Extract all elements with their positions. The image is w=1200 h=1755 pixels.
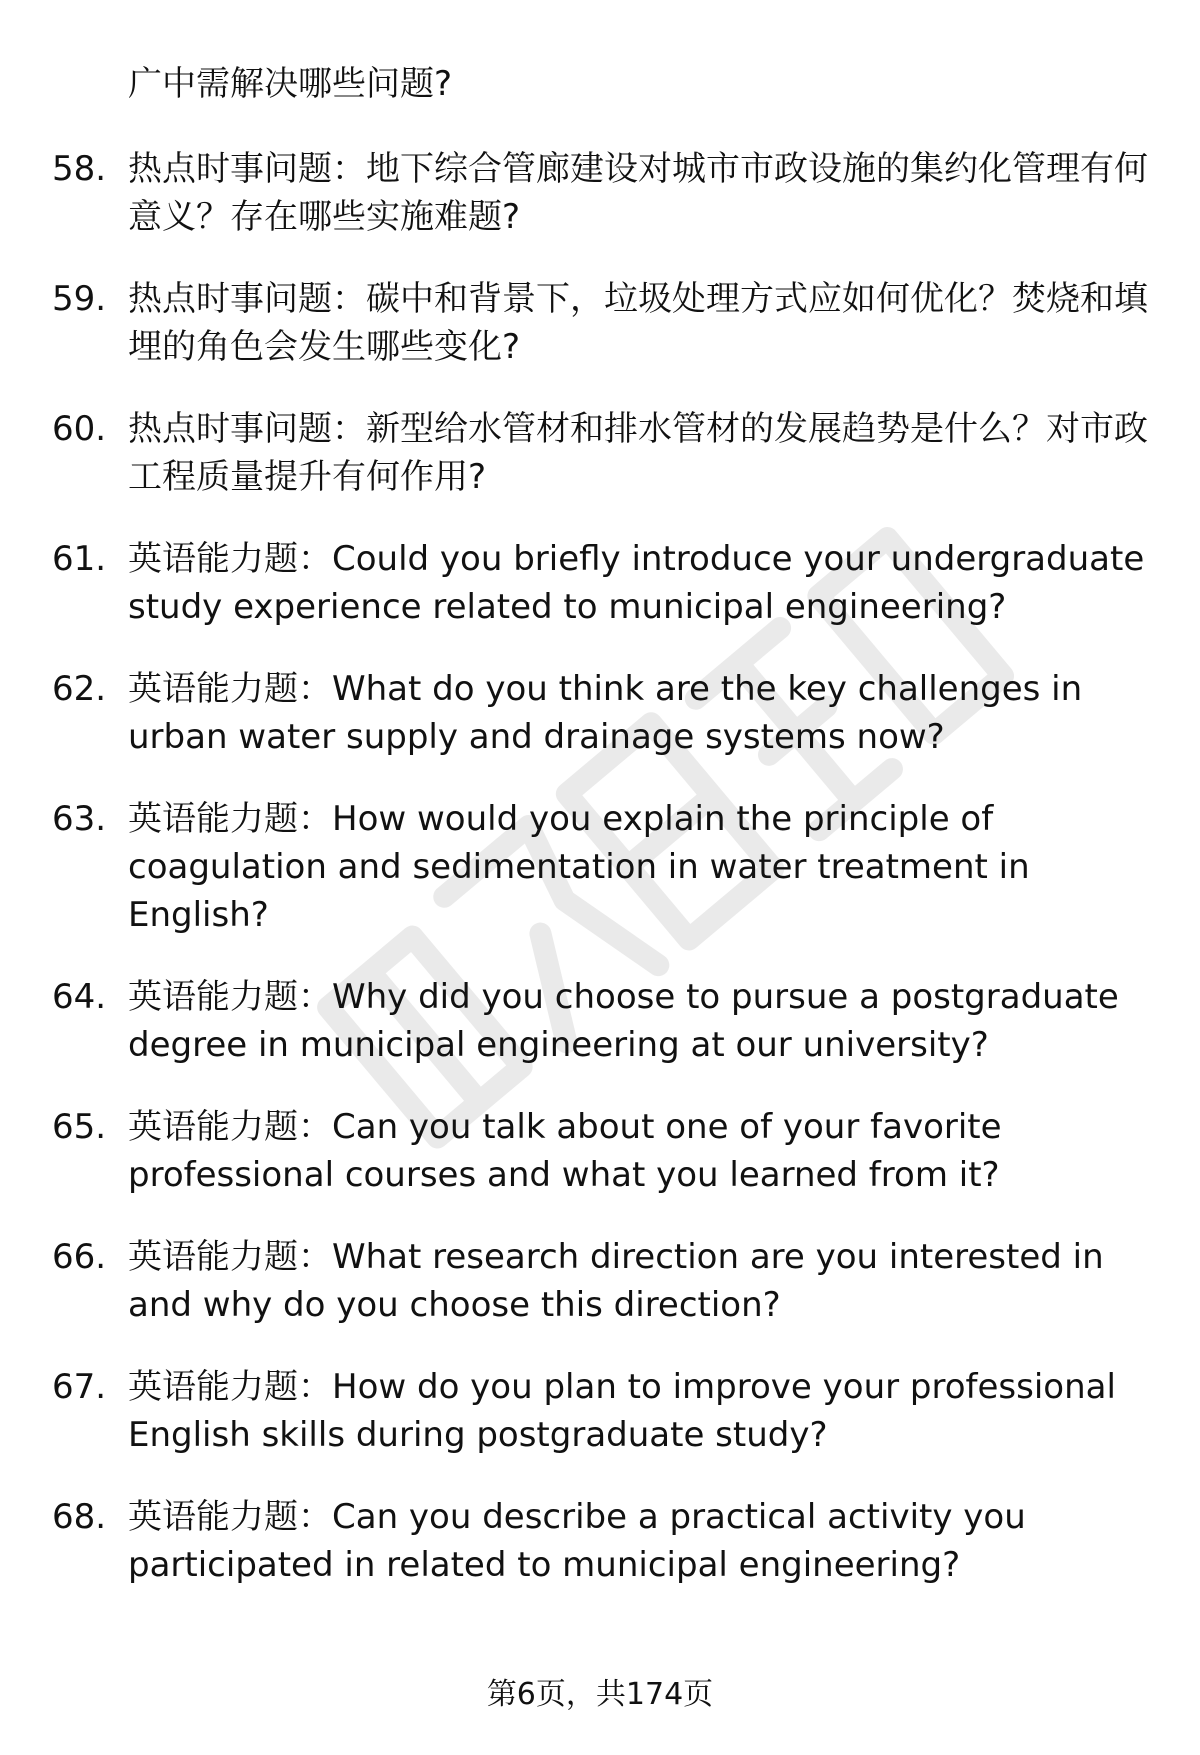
question-item [0,973,1200,1069]
page-footer: 第6页，共174页 [486,1677,714,1712]
question-number: 59. [52,279,107,319]
question-item [0,1103,1200,1199]
question-text: 英语能力题：How do you plan to improve your professional English skills during postgraduate study? [128,1367,1116,1455]
question-text: 热点时事问题：碳中和背景下，垃圾处理方式应如何优化？焚烧和填埋的角色会发生哪些变化? [128,279,1148,367]
question-text: 英语能力题：What do you think are the key challenges in urban water supply and drainage systems now? [128,669,1083,757]
question-text: 英语能力题：Can you describe a practical activity you participated in related to municipal engineering? [128,1497,1026,1585]
question-item [0,1233,1200,1329]
question-text: 英语能力题：What research direction are you interested in and why do you choose this direction? [128,1237,1104,1325]
question-text: 英语能力题：Why did you choose to pursue a postgraduate degree in municipal engineering at our university? [128,977,1119,1065]
question-item [0,795,1200,939]
question-number: 64. [52,977,107,1017]
question-item [0,145,1200,241]
question-item [0,535,1200,631]
continuation-text: 广中需解决哪些问题? [128,64,453,104]
question-number: 60. [52,409,107,449]
question-item [0,405,1200,501]
question-number: 66. [52,1237,107,1277]
question-number: 61. [52,539,107,579]
question-number: 62. [52,669,107,709]
question-list [0,145,1200,1623]
question-item [0,665,1200,761]
question-item [0,1493,1200,1589]
question-number: 68. [52,1497,107,1537]
question-item [0,275,1200,371]
question-number: 58. [52,149,107,189]
question-text: 英语能力题：Can you talk about one of your favorite professional courses and what you learned from it? [128,1107,1002,1195]
question-text: 英语能力题：Could you briefly introduce your undergraduate study experience related to municipal engineering? [128,539,1145,627]
question-number: 67. [52,1367,107,1407]
question-item [0,1363,1200,1459]
question-number: 65. [52,1107,107,1147]
question-text: 热点时事问题：地下综合管廊建设对城市市政设施的集约化管理有何意义？存在哪些实施难题? [128,149,1148,237]
question-number: 63. [52,799,107,839]
question-text: 热点时事问题：新型给水管材和排水管材的发展趋势是什么？对市政工程质量提升有何作用? [128,409,1148,497]
question-text: 英语能力题：How would you explain the principle of coagulation and sedimentation in water treatment in English? [128,799,1030,935]
